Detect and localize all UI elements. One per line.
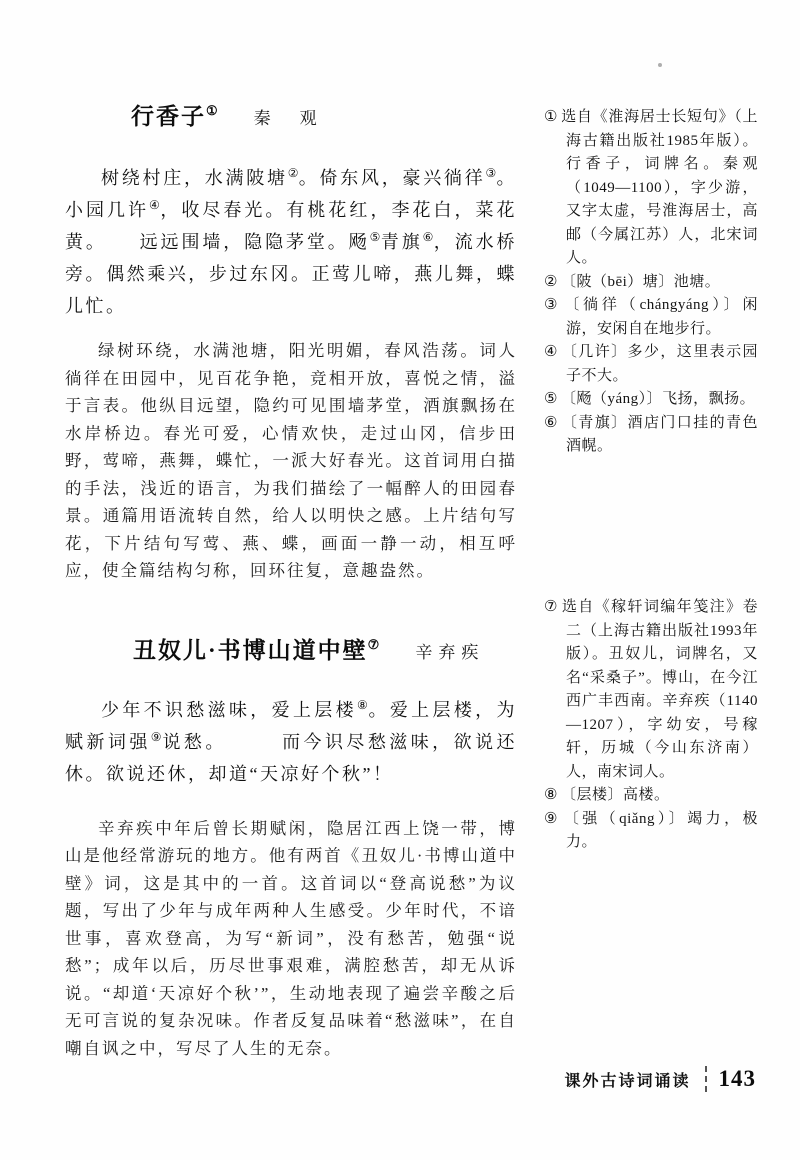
- annotation-text: 〔层楼〕高楼。: [560, 787, 670, 803]
- poem-line-text: 。倚东风，豪兴徜徉: [298, 168, 486, 188]
- main-column: [65, 98, 517, 1062]
- poem2-text: [65, 694, 517, 790]
- poem2-title: [133, 638, 379, 663]
- annotation-number: ①: [544, 109, 559, 125]
- annotation-number: ④: [544, 344, 559, 360]
- inline-annotation-number: ⑨: [150, 729, 163, 744]
- annotations-sidebar: [544, 100, 758, 1060]
- annotation-item: [544, 106, 758, 271]
- poem-line-text: 少年不识愁滋味，爱上层楼: [101, 699, 357, 720]
- annotation-number: ⑦: [544, 599, 559, 615]
- annotation-number: ③: [544, 297, 562, 313]
- poem-line-text: ，流水桥旁。偶然乘兴，步过东冈。正莺儿啼，燕儿舞，蝶儿忙。: [65, 232, 518, 316]
- annotation-text: 选自《淮海居士长短句》（上海古籍出版社1985年版）。行香子，词牌名。秦观（1049—1100），字少游，又字太虚，号淮海居士，高邮（今属江苏）人，北宋词人。: [561, 109, 758, 266]
- poem-line-text: 。小园几许: [65, 168, 518, 220]
- poem1-header: [65, 98, 517, 131]
- footer-divider: [705, 1066, 707, 1092]
- annotation-group-2: [544, 596, 758, 855]
- annotation-item: [544, 388, 758, 412]
- poem1-text: [65, 162, 517, 322]
- inline-annotation-number: ③: [485, 166, 497, 180]
- annotation-item: [544, 341, 758, 388]
- page-footer: [564, 1066, 756, 1092]
- poem1-title-annotation-number: ①: [206, 103, 218, 118]
- annotation-item: [544, 412, 758, 459]
- poem-line-text: 青旗: [380, 232, 423, 252]
- page-number: 143: [718, 1066, 756, 1091]
- poem1-section: [65, 98, 517, 585]
- annotation-number: ⑤: [544, 391, 558, 407]
- inline-annotation-number: ②: [287, 166, 299, 180]
- annotation-text: 〔强（qiǎng）〕竭力，极力。: [563, 810, 758, 850]
- poem-line-text: 树绕村庄，水满陂塘: [101, 168, 288, 188]
- annotation-group-1: [544, 106, 758, 459]
- annotation-text: 〔飏（yáng）〕飞扬，飘扬。: [560, 391, 756, 407]
- scan-artifact-dot: [658, 63, 662, 67]
- poem-line-text: 说愁。 而今识尽愁滋味，欲说还休。欲说还休，却道“天凉好个秋”！: [65, 731, 518, 784]
- poem-line-text: ，收尽春光。有桃花红，李花白，菜花黄。 远远围墙，隐隐茅堂。飏: [65, 200, 518, 252]
- poem2-section: [65, 632, 517, 1063]
- annotation-number: ⑥: [544, 414, 559, 431]
- annotation-text: 选自《稼轩词编年笺注》卷二（上海古籍出版社1993年版）。丑奴儿，词牌名，又名“采桑子”。博山，在今江西广丰西南。辛弃疾（1140—1207），字幼安，号稼轩，历城（今山东济南）人，南宋词人。: [561, 599, 758, 780]
- annotation-text: 〔徜徉（chángyáng）〕闲游，安闲自在地步行。: [564, 297, 758, 337]
- poem1-commentary: 绿树环绕，水满池塘，阳光明媚，春风浩荡。词人徜徉在田园中，见百花争艳，竞相开放，喜悦之情，溢于言表。他纵目远望，隐约可见围墙茅堂，酒旗飘扬在水岸桥边。春光可爱，心情欢快，走过山冈，信步田野，莺啼，燕舞，蝶忙，一派大好春光。这首词用白描的手法，浅近的语言，为我们描绘了一幅醉人的田园春景。通篇用语流转自然，给人以明快之感。上片结句写花，下片结句写莺、燕、蝶，画面一静一动，相互呼应，使全篇结构匀称，回环往复，意趣盎然。: [65, 341, 517, 580]
- inline-annotation-number: ⑧: [356, 697, 369, 712]
- annotation-number: ⑧: [544, 787, 558, 803]
- annotation-text: 〔几许〕多少，这里表示园子不大。: [561, 344, 758, 384]
- inline-annotation-number: ⑥: [422, 230, 434, 244]
- annotation-item: [544, 808, 758, 855]
- annotation-item: [544, 596, 758, 784]
- annotation-number: ⑨: [544, 810, 561, 827]
- annotation-text: 〔青旗〕酒店门口挂的青色酒幌。: [561, 414, 758, 454]
- annotation-item: [544, 271, 758, 295]
- poem2-commentary: 辛弃疾中年后曾长期赋闲，隐居江西上饶一带，博山是他经常游玩的地方。他有两首《丑奴儿·书博山道中壁》词，这是其中的一首。这首词以“登高说愁”为议题，写出了少年与成年两种人生感受。少年时代，不谙世事，喜欢登高，为写“新词”，没有愁苦，勉强“说愁”；成年以后，历尽世事艰难，满腔愁苦，却无从诉说。“却道‘天凉好个秋’”，生动地表现了遍尝辛酸之后无可言说的复杂况味。作者反复品味着“愁滋味”，在自嘲自讽之中，写尽了人生的无奈。: [65, 818, 517, 1058]
- poem2-title-text: 丑奴儿·书博山道中壁: [133, 637, 368, 663]
- poem2-header: [65, 632, 517, 665]
- footer-section-label: 课外古诗词诵读: [564, 1072, 691, 1090]
- poem2-title-annotation-number: ⑦: [367, 636, 380, 652]
- poem2-author: 辛弃疾: [415, 642, 485, 662]
- annotation-item: [544, 784, 758, 808]
- annotation-item: [544, 294, 758, 341]
- inline-annotation-number: ④: [149, 198, 161, 212]
- annotation-number: ②: [544, 273, 558, 290]
- poem-line-text: 。爱上层楼，为赋新词强: [65, 699, 517, 752]
- poem1-author: 秦 观: [253, 109, 323, 128]
- annotation-text: 〔陂（bēi）塘〕池塘。: [560, 273, 721, 290]
- inline-annotation-number: ⑤: [369, 230, 381, 244]
- poem1-title-text: 行香子: [131, 104, 206, 129]
- poem1-title: [131, 104, 218, 129]
